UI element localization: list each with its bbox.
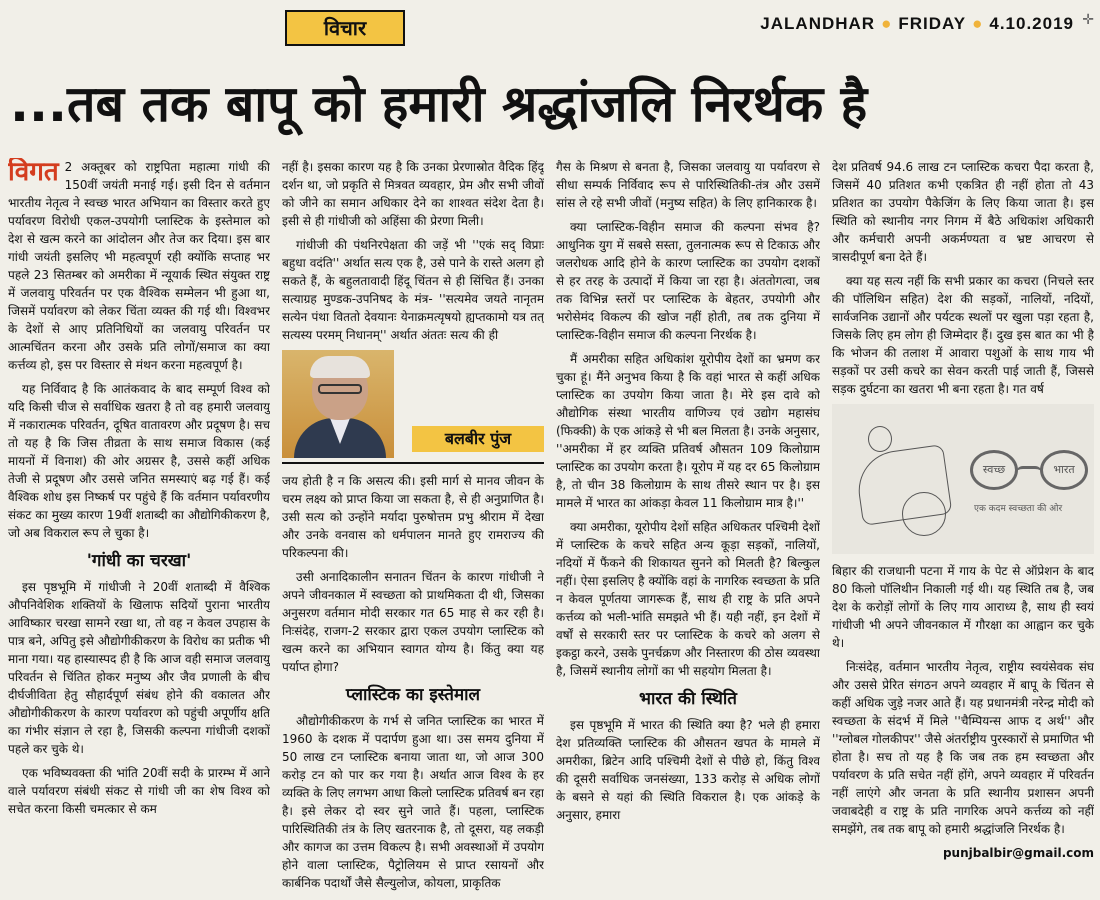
headline: ...तब तक बापू को हमारी श्रद्धांजलि निरर्थक है: [10, 75, 868, 133]
paragraph: गैस के मिश्रण से बनता है, जिसका जलवायु या पर्यावरण से सीधा सम्पर्क निर्विवाद रूप से पारिस्थितिकी-तंत्र और उसमें सांस ले रहे सभी जीवों (मनुष्य सहित) के लिए हानिकारक है।: [556, 160, 820, 210]
dateline-date: 4.10.2019: [989, 14, 1074, 33]
crop-mark-icon: ✛: [1082, 12, 1094, 28]
dateline-day: FRIDAY: [898, 14, 967, 33]
paragraph: बिहार की राजधानी पटना में गाय के पेट से ऑप्रेशन के बाद 80 किलो पॉलिथीन निकाली गई थी। यह स्थिति तब है, जब देश के करोड़ों लोगों के लिए गाय आराध्य है, साथ ही स्वयं गांधीजी भी अपने जीवनकाल में गौरक्षा का आह्वान कर चुके थे।: [832, 564, 1094, 650]
paragraph: [8, 158, 270, 374]
paragraph: क्या यह सत्य नहीं कि सभी प्रकार का कचरा (निचले स्तर की पॉलिथिन सहित) देश की सड़कों, नालियों, नदियों, सार्वजनिक उद्यानों और पर्यटक स्थलों पर खुला पड़ा रहता है, जिसके लिए हम लोग ही जिम्मेदार हैं। दुख इस बात का भी है कि भोजन की तलाश में आवारा पशुओं के साथ गाय भी सड़कों पर उसी कचरे का सेवन करती पाई जाती हैं, जिससे सड़क दुर्घटना का खतरा भी बना रहता है। गत वर्ष: [832, 274, 1094, 396]
paragraph: जय होती है न कि असत्य की। इसी मार्ग से मानव जीवन के चरम लक्ष्य को प्राप्त किया जा सकता है, से ही अनुप्राणित है। उसी सत्य को उन्होंने मर्यादा पुरुषोत्तम प्रभु श्रीराम में देखा और उनके वनवास को धर्मपालन मानते हुए रामराज्य की परिकल्पना की।: [282, 474, 544, 560]
author-name: बलबीर पुंज: [412, 426, 544, 452]
gandhi-glasses-icon: [970, 450, 1090, 490]
paragraph: इस पृष्ठभूमि में भारत की स्थिति क्या है? भले ही हमारा देश प्रतिव्यक्ति प्लास्टिक की औसतन खपत के मामले में अमरीका, ब्रिटेन आदि पश्चिमी देशों से पीछे हो, किंतु विश्व की दूसरी सर्वाधिक जनसंख्या, 133 करोड़ से अधिक लोगों के बसने से यहां की स्थिति विकराल है। एक आंकड़े के अनुसार, हमारा: [556, 718, 820, 822]
paragraph: यह निर्विवाद है कि आतंकवाद के बाद सम्पूर्ण विश्व को यदि किसी चीज से सर्वाधिक खतरा है तो वह हमारी जलवायु में नकारात्मक परिवर्तन, दूषित वातावरण और प्रदूषण है। सच तो यह है कि जिस तीव्रता के साथ समाज विकास (कई मायनों में विनाश) की ओर अग्रसर है, उससे कहीं अधिक तेजी से प्रदूषण और उससे जनित समस्याएं बढ़ गई हैं। कई वैश्विक शोध इस निष्कर्ष पर पहुंचे हैं कि वर्तमान पर्यावरणीय संकट का मुख्य कारण 19वीं शताब्दी का औद्योगिकीकरण है, जो अब विकराल रूप ले चुका है।: [8, 382, 270, 540]
subheading: भारत की स्थिति: [639, 689, 737, 709]
paragraph: गांधीजी की पंथनिरपेक्षता की जड़ें भी ''एकं सद् विप्राः बहुधा वदंति'' अर्थात सत्य एक है, उसे पाने के रास्ते अलग हो सकते हैं, के बहुलतावादी हिंदू चिंतन से ही सिंचित हैं। उनका सत्याग्रह मुण्डक-उपनिषद के मंत्र- ''सत्यमेव जयते नानृतम सत्येन पंथा विततो देवयानः येनाक्रमत्यृषयो ह्यप्तकामो यत्र तत् सत्यस्य परमम् निधानम्'' अर्थात अंततः सत्य की ही: [282, 238, 544, 342]
section-tag: विचार: [285, 10, 405, 46]
paragraph: क्या अमरीका, यूरोपीय देशों सहित अधिकतर पश्चिमी देशों में प्लास्टिक के कचरे सहित अन्य कूड़ा सड़कों, नालियों, नदियों में फैंकने की शिकायत सुनने को मिलती है? बिल्कुल नहीं। ऐसा इसलिए है क्योंकि वहां के नागरिक स्वच्छता के प्रति न केवल पूर्णतया जागरूक हैं, साथ ही राष्ट्र के प्रति अपने कर्त्तव्य को भली-भांति समझते भी हैं। यही नहीं, इन देशों में वर्षों से सरकारी स्तर पर प्लास्टिक के कचरे को अलग से इकट्ठा करने, उसके पुनर्चक्रण और निस्तारण की ठोस व्यवस्था है, जिसमें स्थानीय लोगों का भी सहयोग मिलता है।: [556, 520, 820, 678]
author-box: [282, 350, 544, 464]
column-2: [282, 158, 544, 892]
dateline-city: JALANDHAR: [760, 14, 876, 33]
swachh-bharat-illustration: [832, 404, 1094, 554]
masthead: [0, 0, 1100, 56]
paragraph: नहीं है। इसका कारण यह है कि उनका प्रेरणास्रोत वैदिक हिंदू दर्शन था, जो प्रकृति से मित्रवत व्यवहार, प्रेम और सभी जीवों को जीने का समान अधिकार देने का शाश्वत संदेश देता है। इसी से ही गांधीजी को अहिंसा की प्रेरणा मिली।: [282, 160, 544, 228]
paragraph: इस पृष्ठभूमि में गांधीजी ने 20वीं शताब्दी में वैश्विक औपनिवेशिक शक्तियों के खिलाफ सदियों पुराना भारतीय आविष्कार चरखा सामने रखा था, तो वह न केवल उपहास के पात्र बने, अपितु इसे औद्योगीकीकरण के विरोध का प्रतीक भी माना गया। यह हास्यास्पद ही है कि आज वही समाज जलवायु परिवर्तन से चिंतित होकर मनुष्य और जैव प्रणाली के बीच दीर्घजीविता हेतु सौहार्दपूर्ण संबंध होने की वकालत और औद्योगीकीकरण के कारण पर्यावरण को पहुंची अपूर्णीय क्षति का गंभीर संज्ञान ले रहा है, जिसकी कल्पना गांधीजी दशकों पहले कर चुके थे।: [8, 580, 270, 756]
paragraph: एक भविष्यवक्ता की भांति 20वीं सदी के प्रारम्भ में आने वाले पर्यावरण संबंधी संकट से गांधी जी का शेष विश्व को सचेत करना किसी चमत्कार से कम: [8, 766, 270, 816]
paragraph: देश प्रतिवर्ष 94.6 लाख टन प्लास्टिक कचरा पैदा करता है, जिसमें 40 प्रतिशत कभी एकत्रित ही नहीं होता तो 43 प्रतिशत का उपयोग पैकेजिंग के लिए किया जाता है। इस स्थिति को स्थानीय नगर निगम में बैठे अधिकांश अधिकारी और कर्मचारी अपनी अकर्मण्यता व भ्रष्ट आचरण से त्रासदीपूर्ण बना देते हैं।: [832, 160, 1094, 264]
column-4: [832, 158, 1094, 892]
lens-label: भारत: [1040, 450, 1088, 490]
paragraph: निःसंदेह, वर्तमान भारतीय नेतृत्व, राष्ट्रीय स्वयंसेवक संघ और उससे प्रेरित संगठन अपने व्यवहार में बापू के चिंतन से कहीं अधिक जुड़े नजर आते हैं। यह प्रधानमंत्री नरेन्द्र मोदी को स्वच्छता के संदर्भ में मिले ''चैम्पियन्स आफ द अर्थ'' और ''ग्लोबल गोलकीपर'' जैसे अंतर्राष्ट्रीय पुरस्कारों से प्रमाणित भी होता है। सच तो यह है कि जब तक हम स्वच्छता और पर्यावरण के प्रति सचेत नहीं होंगे, अपने व्यवहार में परिवर्तन नहीं लाएंगे और जनता के प्रति स्थानीय प्रशासन अपनी जवाबदेही व राष्ट्र के प्रति नागरिक अपने कर्त्तव्य को नहीं समझेंगे, तब तक बापू को हमारी श्रद्धांजलि निरर्थक है।: [832, 660, 1094, 836]
author-email[interactable]: punjbalbir@gmail.com: [942, 846, 1094, 860]
paragraph: क्या प्लास्टिक-विहीन समाज की कल्पना संभव है? आधुनिक युग में सबसे सस्ता, तुलनात्मक रूप से टिकाऊ और जलरोधक आदि होने के कारण प्लास्टिक का उपयोग दशकों से हर तरह के उत्पादों में किया जा रहा है। अंततोगत्वा, जब तक विभिन्न स्तरों पर प्लास्टिक के बेहतर, उपयोगी और भरोसेमंद विकल्प की खोज नहीं होती, तब तक दुनिया में प्लास्टिक-विहीन समाज की कल्पना निरर्थक है।: [556, 220, 820, 342]
paragraph: मैं अमरीका सहित अधिकांश यूरोपीय देशों का भ्रमण कर चुका हूं। मैंने अनुभव किया है कि वहां भारत से कहीं अधिक प्लास्टिक का उपयोग किया जाता है। मेरे इस दावे को औद्योगिक संस्था भारतीय वाणिज्य एवं उद्योग महासंघ (फिक्की) के एक आंकड़े से भी बल मिलता है। उनके अनुसार, ''अमरीका में हर व्यक्ति प्रतिवर्ष औसतन 109 किलोग्राम प्लास्टिक का उपयोग करता है। यूरोप में यह दर 65 किलोग्राम है, तो चीन 38 किलोग्राम के साथ तीसरे स्थान पर है। इस मामले में भारत का आंकड़ा केवल 11 किलोग्राम मात्र है।'': [556, 352, 820, 510]
bullet-icon: ●: [972, 14, 984, 33]
charkha-wheel-icon: [902, 492, 946, 536]
subheading: 'गांधी का चरखा': [86, 551, 192, 571]
illustration-tagline: एक कदम स्वच्छता की ओर: [974, 504, 1063, 514]
paragraph-text: 2 अक्तूबर को राष्ट्रपिता महात्मा गांधी की 150वीं जयंती मनाई गई। इसी दिन से वर्तमान भारतीय नेतृत्व ने स्वच्छ भारत अभियान का विस्तार करते हुए पर्यावरण विरोधी एकल-उपयोगी प्लास्टिक के इस्तेमाल को देश से खत्म करने का आंदोलन और तेज कर दिया। इस बार गांधी जयंती इसलिए भी महत्वपूर्ण रही क्योंकि सप्ताह भर पहले 23 सितम्बर को अमरीका में न्यूयार्क स्थित संयुक्त राष्ट्र में जलवायु परिवर्तन पर एक वैश्विक सम्मेलन भी हुआ था, जिसमें पर्यावरण को लेकर चिंता व्यक्त की गई थी। विश्वभर के देशों से आए प्रतिनिधियों का जलवायु परिवर्तन पर आत्मचिंतन करना और उसके प्रति लोगों/समाज का क्या कर्त्तव्य हो, इस पर विस्तार से मंथन करना महत्वपूर्ण है।: [8, 160, 270, 372]
author-photo: [282, 350, 394, 458]
bullet-icon: ●: [881, 14, 893, 33]
lens-label: स्वच्छ: [970, 450, 1018, 490]
paragraph: औद्योगीकीकरण के गर्भ से जनित प्लास्टिक का भारत में 1960 के दशक में पदार्पण हुआ था। उस समय दुनिया में 50 लाख टन प्लास्टिक बनाया जाता था, जो आज 300 करोड़ टन को पार कर गया है। अर्थात आज विश्व के हर व्यक्ति के लिए लगभग आधा किलो प्लास्टिक प्रतिवर्ष बन रहा है। इसे लेकर दो स्वर सुने जाते हैं। पहला, प्लास्टिक पारिस्थितिकी तंत्र के लिए खतरनाक है, तो दूसरा, यह लकड़ी और कागज का उत्तम विकल्प है। सभी अवस्थाओं में उपयोग होने वाला प्लास्टिक, पैट्रोलियम से प्राप्त रसायनों और कार्बनिक पदार्थों जैसे सैल्युलोज, कोयला, प्राकृतिक: [282, 714, 544, 890]
paragraph: उसी अनादिकालीन सनातन चिंतन के कारण गांधीजी ने अपने जीवनकाल में स्वच्छता को प्राथमिकता दी थी, जिसका अनुसरण वर्तमान मोदी सरकार गत 65 माह से कर रही है। निःसंदेह, राजग-2 सरकार द्वारा एकल उपयोग प्लास्टिक को खत्म करने का अभियान स्वागत योग्य है। किंतु क्या यह पर्याप्त होगा?: [282, 570, 544, 674]
drop-cap: विगत: [8, 158, 59, 187]
subheading: प्लास्टिक का इस्तेमाल: [345, 685, 481, 705]
column-3: [556, 158, 820, 892]
column-1: [8, 158, 270, 892]
dateline: [760, 14, 1074, 34]
